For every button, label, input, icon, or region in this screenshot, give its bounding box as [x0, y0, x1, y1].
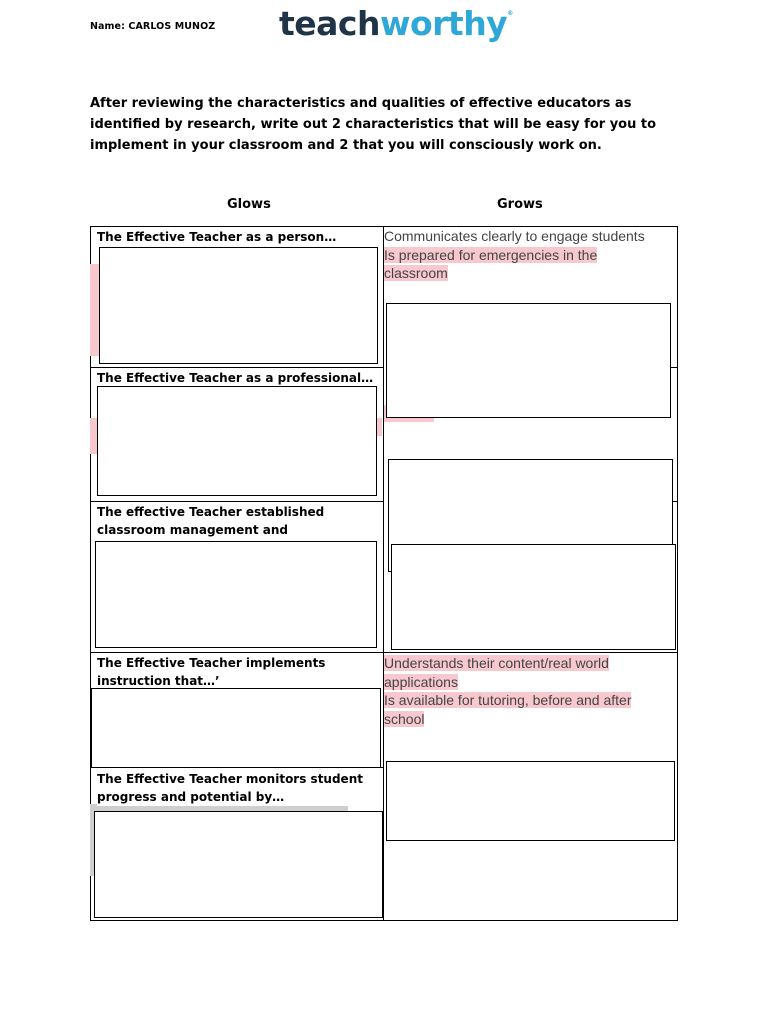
grows-line: applications — [384, 673, 458, 690]
grows-line: Is available for tutoring, before and after — [384, 692, 632, 708]
row-divider — [90, 652, 678, 653]
grows-entry-instruction — [384, 654, 674, 728]
grows-answer-box-management[interactable] — [391, 544, 676, 650]
logo-text-dark: teach — [279, 4, 380, 43]
glows-answer-box-instruction[interactable] — [91, 688, 381, 768]
grows-entry-person — [384, 227, 674, 283]
row-label-professional: The Effective Teacher as a professional… — [97, 369, 377, 387]
row-label-person: The Effective Teacher as a person… — [97, 228, 377, 246]
grows-line: Is prepared for emergencies in the — [384, 246, 598, 263]
glows-answer-box-person[interactable] — [99, 247, 378, 364]
student-name: Name: CARLOS MUNOZ — [90, 21, 216, 32]
glows-answer-box-management[interactable] — [95, 541, 377, 648]
grows-heading: Grows — [497, 197, 543, 212]
teachworthy-logo — [279, 4, 513, 43]
instructions-text: After reviewing the characteristics and qualities of effective educators as identified by research, write out 2 characteristics that will be easy for you to implement in your classroom and 2 that you will consciously work on. — [90, 96, 657, 153]
grows-answer-box-person[interactable] — [386, 303, 671, 418]
row-divider — [90, 367, 384, 368]
column-divider — [383, 226, 384, 921]
row-divider — [90, 501, 384, 502]
logo-text-light: worthy — [379, 4, 508, 43]
grows-line: Communicates clearly to engage students — [384, 228, 645, 244]
grows-line: classroom — [384, 265, 448, 281]
glows-heading: Glows — [227, 197, 271, 212]
row-divider — [670, 367, 678, 368]
grows-line: Understands their content/real world — [384, 655, 609, 671]
row-label-monitoring: The Effective Teacher monitors student progress and potential by… — [97, 770, 379, 806]
row-label-instruction: The Effective Teacher implements instruction that…’ — [97, 654, 377, 690]
glows-answer-box-professional[interactable] — [97, 386, 377, 496]
grows-answer-box-monitoring[interactable] — [386, 761, 675, 841]
grows-line: school — [384, 710, 425, 727]
row-label-management: The effective Teacher established classroom management and — [97, 503, 377, 557]
logo-trademark: ® — [507, 10, 513, 17]
glows-answer-box-monitoring[interactable] — [94, 811, 383, 918]
